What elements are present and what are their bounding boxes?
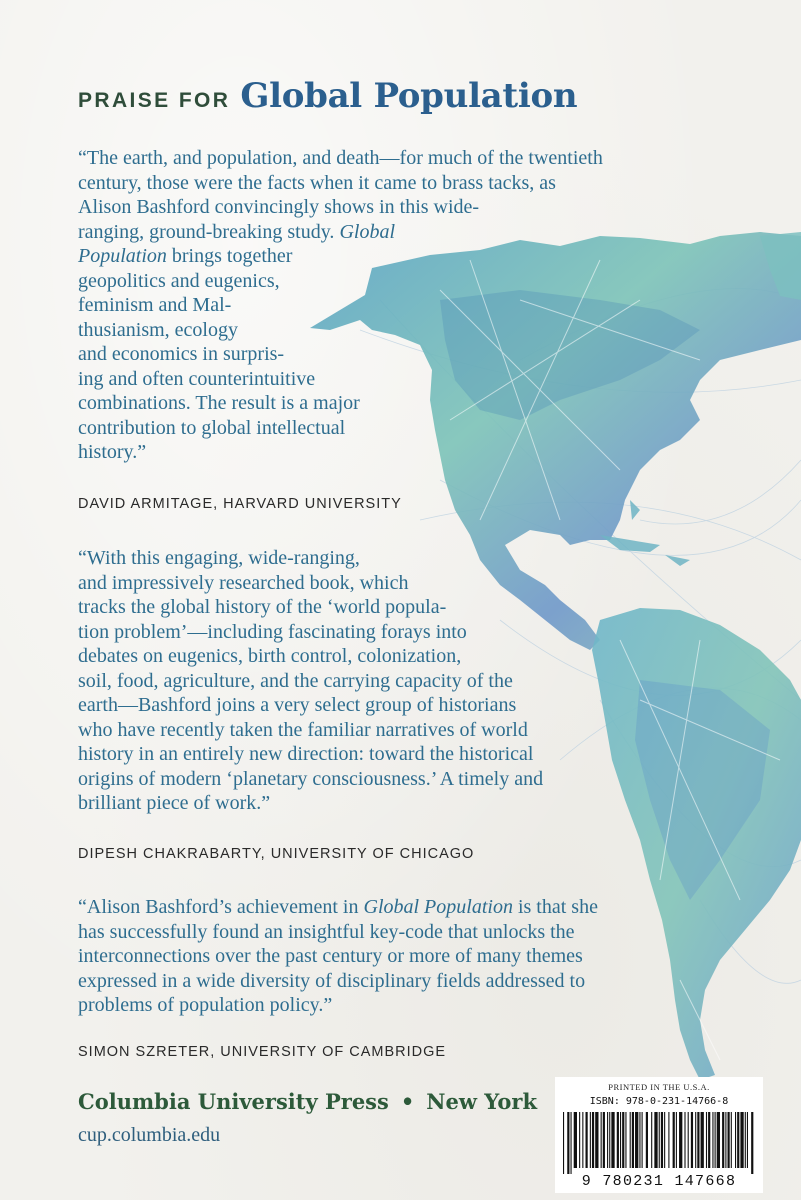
barcode-bar: [728, 1112, 730, 1168]
quote-line: and economics in surpris-: [78, 343, 285, 365]
barcode-bar: [620, 1112, 621, 1168]
barcode-bar: [715, 1112, 716, 1168]
publisher-url: cup.columbia.edu: [78, 1124, 221, 1146]
barcode-bar: [635, 1112, 638, 1168]
barcode-bar: [661, 1112, 663, 1168]
barcode-bar: [563, 1112, 564, 1174]
quote-line: “With this engaging, wide-ranging,: [78, 547, 360, 569]
barcode-bar: [664, 1112, 665, 1168]
quote-text: brings together: [171, 245, 293, 267]
barcode-bar: [751, 1112, 753, 1174]
barcode-bar: [712, 1112, 713, 1168]
barcode-bar: [717, 1112, 720, 1168]
quote-line: tracks the global history of the ‘world popula-: [78, 596, 447, 618]
quote-line: ing and often counterintuitive: [78, 367, 316, 390]
publisher-name: Columbia University Press: [78, 1089, 389, 1114]
book-title-italic: Global: [339, 220, 395, 243]
barcode-bar: [691, 1112, 693, 1168]
barcode-bar: [688, 1112, 689, 1168]
barcode-bar: [695, 1112, 696, 1168]
book-title-italic: Population: [78, 245, 167, 267]
publisher-city: New York: [426, 1089, 537, 1114]
quote-line: problems of population policy.”: [78, 994, 333, 1016]
quote-line: history.”: [78, 441, 147, 463]
quote-line: contribution to global intellectual: [78, 416, 346, 439]
quote-text: ranging, ground-breaking study.: [78, 220, 335, 243]
quote-line: thusianism, ecology: [78, 318, 238, 341]
quote-line: origins of modern ‘planetary consciousness.’ A timely and: [78, 767, 544, 790]
barcode-bar: [708, 1112, 710, 1168]
barcode-bar: [642, 1112, 643, 1168]
quote-line: has successfully found an insightful key-code that unlocks the: [78, 920, 575, 943]
barcode-bar: [601, 1112, 602, 1168]
barcode-bar: [701, 1112, 704, 1168]
barcode-bar: [740, 1112, 743, 1168]
barcode-bar: [747, 1112, 748, 1168]
quote-line: Alison Bashford convincingly shows in this wide-: [78, 196, 480, 218]
barcode-bar: [731, 1112, 732, 1168]
barcode-bar: [735, 1112, 736, 1168]
barcode-bar: [567, 1112, 569, 1174]
barcode-bar: [673, 1112, 675, 1168]
barcode-digits: 9 780231 147668: [581, 1173, 737, 1190]
barcode-bar: [625, 1112, 626, 1168]
barcode-bar: [745, 1112, 746, 1168]
quote-line: history in an entirely new direction: toward the historical: [78, 743, 534, 765]
quote-line: feminism and Mal-: [78, 294, 232, 316]
publisher-line: [78, 1089, 537, 1114]
quote-line: soil, food, agriculture, and the carrying capacity of the: [78, 669, 513, 692]
barcode-bar: [574, 1112, 577, 1168]
praise-prefix: PRAISE FOR: [78, 89, 231, 112]
quote-text: is that she: [517, 896, 598, 918]
barcode-bar: [679, 1112, 682, 1168]
barcode-bar: [595, 1112, 598, 1168]
barcode-bar: [659, 1112, 660, 1168]
barcode-bar: [571, 1112, 572, 1174]
barcode-bar: [684, 1112, 685, 1168]
quote-line: expressed in a wide diversity of disciplinary fields addressed to: [78, 969, 586, 992]
barcode-bar: [646, 1112, 648, 1168]
quote-text: “Alison Bashford’s achievement in: [78, 896, 359, 918]
barcode-bar: [654, 1112, 657, 1168]
barcode-bar: [582, 1112, 583, 1168]
barcode-bar: [725, 1112, 726, 1168]
barcode-bar: [697, 1112, 699, 1168]
barcode-bar: [737, 1112, 739, 1168]
barcode-bar: [579, 1112, 580, 1168]
book-title-italic: Global Population: [363, 896, 513, 918]
barcode-bar: [632, 1112, 634, 1168]
barcode-bar: [603, 1112, 605, 1168]
quote-line: [78, 220, 603, 245]
quote-line: who have recently taken the familiar narratives of world: [78, 718, 528, 741]
attribution-szreter: SIMON SZRETER, UNIVERSITY OF CAMBRIDGE: [78, 1044, 447, 1060]
barcode-bar: [630, 1112, 631, 1168]
barcode-bar: [639, 1112, 640, 1168]
printed-in-usa: PRINTED IN THE U.S.A.: [608, 1082, 710, 1092]
quote-line: brilliant piece of work.”: [78, 792, 271, 814]
quote-chakrabarty: [78, 546, 543, 816]
quote-line: [78, 895, 598, 920]
barcode-bar: [590, 1112, 591, 1168]
quote-line: century, those were the facts when it came to brass tacks, as: [78, 171, 556, 194]
separator-dot: •: [400, 1089, 415, 1114]
quote-line: debates on eugenics, birth control, colonization,: [78, 645, 462, 667]
attribution-chakrabarty: DIPESH CHAKRABARTY, UNIVERSITY OF CHICAGO: [78, 846, 475, 862]
barcode-bar: [607, 1112, 608, 1168]
barcode-bar: [609, 1112, 610, 1168]
barcode-bar: [592, 1112, 594, 1168]
barcode-bars: [561, 1112, 757, 1174]
barcode-bar: [706, 1112, 707, 1168]
isbn-text: ISBN: 978-0-231-14766-8: [589, 1096, 729, 1107]
quote-armitage: [78, 146, 603, 465]
barcode-bar: [668, 1112, 669, 1168]
quote-line: tion problem’—including fascinating forays into: [78, 620, 467, 643]
quote-line: [78, 244, 603, 269]
barcode-bar: [611, 1112, 614, 1168]
quote-line: geopolitics and eugenics,: [78, 269, 280, 292]
quote-line: combinations. The result is a major: [78, 392, 360, 414]
barcode-bar: [676, 1112, 677, 1168]
barcode-panel: [555, 1077, 763, 1193]
barcode-bar: [622, 1112, 624, 1168]
book-title: Global Population: [240, 76, 578, 116]
quote-line: “The earth, and population, and death—for much of the twentieth: [78, 147, 603, 169]
quote-line: and impressively researched book, which: [78, 571, 409, 594]
quote-line: earth—Bashford joins a very select group of historians: [78, 694, 517, 716]
barcode-bar: [651, 1112, 652, 1168]
barcode-bar: [617, 1112, 619, 1168]
praise-header: [78, 76, 577, 116]
quote-szreter: [78, 895, 598, 1018]
attribution-armitage: DAVID ARMITAGE, HARVARD UNIVERSITY: [78, 496, 402, 512]
barcode-bar: [586, 1112, 588, 1168]
barcode-bar: [722, 1112, 724, 1168]
quote-line: interconnections over the past century or more of many themes: [78, 945, 583, 967]
